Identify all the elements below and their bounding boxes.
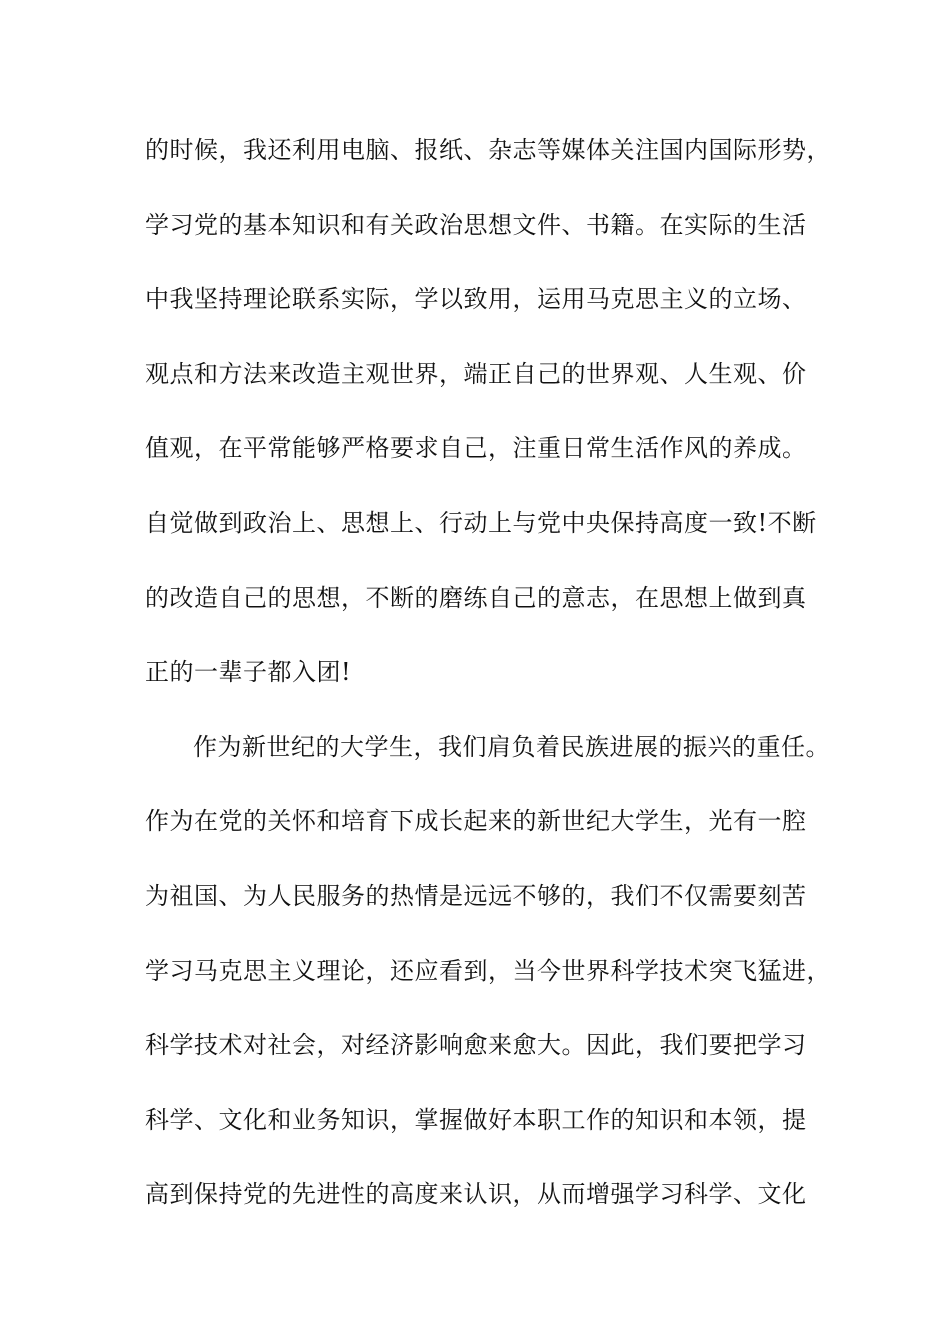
text-line: 的改造自己的思想，不断的磨练自己的意志，在思想上做到真 [145, 583, 807, 612]
paragraph-start-line: 作为新世纪的大学生，我们肩负着民族进展的振兴的重任。 [193, 732, 830, 761]
text-line: 高到保持党的先进性的高度来认识，从而增强学习科学、文化 [145, 1180, 807, 1209]
text-line: 科学技术对社会，对经济影响愈来愈大。因此，我们要把学习 [145, 1031, 807, 1060]
text-line: 中我坚持理论联系实际，学以致用，运用马克思主义的立场、 [145, 285, 807, 314]
text-line: 正的一辈子都入团! [145, 658, 352, 687]
text-line: 为祖国、为人民服务的热情是远远不够的，我们不仅需要刻苦 [145, 881, 807, 910]
body-text [145, 128, 831, 1247]
text-line: 作为在党的关怀和培育下成长起来的新世纪大学生，光有一腔 [145, 807, 807, 836]
text-line: 学习马克思主义理论，还应看到，当今世界科学技术突飞猛进， [145, 956, 831, 985]
text-line: 自觉做到政治上、思想上、行动上与党中央保持高度一致!不断 [145, 508, 817, 537]
text-line: 的时候，我还利用电脑、报纸、杂志等媒体关注国内国际形势， [145, 136, 831, 164]
text-line: 值观，在平常能够严格要求自己，注重日常生活作风的养成。 [145, 434, 807, 463]
text-line: 学习党的基本知识和有关政治思想文件、书籍。在实际的生活 [145, 210, 807, 239]
text-line: 科学、文化和业务知识，掌握做好本职工作的知识和本领，提 [145, 1105, 807, 1134]
text-line: 观点和方法来改造主观世界，端正自己的世界观、人生观、价 [145, 359, 807, 388]
